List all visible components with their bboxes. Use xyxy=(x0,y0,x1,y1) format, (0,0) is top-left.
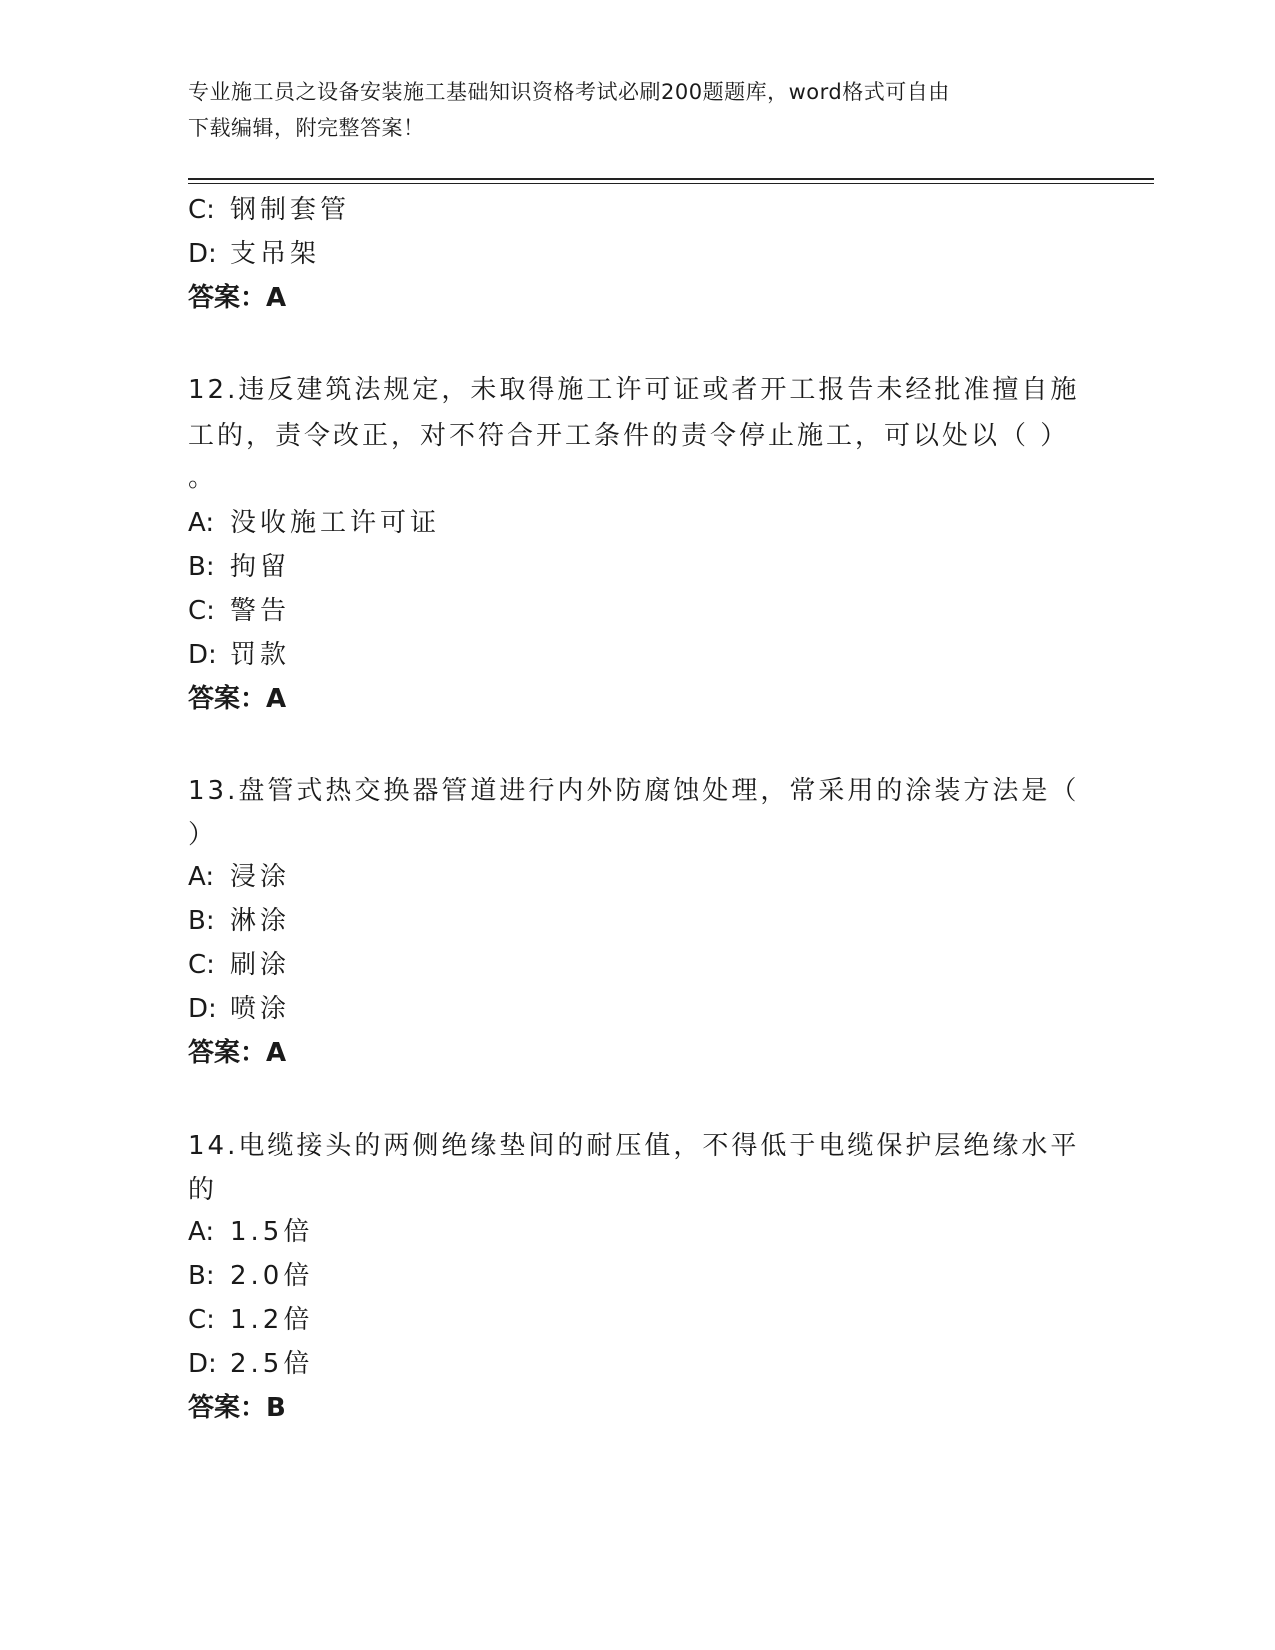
question-14-stem-line-1: 14.电缆接头的两侧绝缘垫间的耐压值，不得低于电缆保护层绝缘水平 xyxy=(188,1131,1080,1161)
question-14-stem-line-2: 的 xyxy=(188,1175,218,1205)
answer: 答案：A xyxy=(188,684,287,714)
option-b: B: 淋涂 xyxy=(188,906,291,936)
header-rule-thin xyxy=(188,183,1154,184)
option-c: C: 警告 xyxy=(188,596,291,626)
question-12-stem-line-1: 12.违反建筑法规定，未取得施工许可证或者开工报告未经批准擅自施 xyxy=(188,375,1080,405)
header-line-1: 专业施工员之设备安装施工基础知识资格考试必刷200题题库，word格式可自由 xyxy=(188,80,950,104)
question-13-stem-line-1: 13.盘管式热交换器管道进行内外防腐蚀处理，常采用的涂装方法是（ xyxy=(188,776,1080,806)
answer: 答案：A xyxy=(188,283,287,313)
option-b: B: 2.0倍 xyxy=(188,1261,314,1291)
option-c: C: 刷涂 xyxy=(188,950,291,980)
header-rule-thick xyxy=(188,178,1154,180)
option-a: A: 1.5倍 xyxy=(188,1217,314,1247)
answer: 答案：A xyxy=(188,1038,287,1068)
option-c: C: 1.2倍 xyxy=(188,1305,314,1335)
option-d: D: 2.5倍 xyxy=(188,1349,314,1379)
question-13-stem-line-2: ） xyxy=(188,820,218,850)
option-d: D: 喷涂 xyxy=(188,994,291,1024)
option-b: B: 拘留 xyxy=(188,552,291,582)
header-line-2: 下载编辑，附完整答案！ xyxy=(188,116,425,140)
question-12-stem-line-3: 。 xyxy=(188,463,218,493)
question-12-stem-line-2: 工的，责令改正，对不符合开工条件的责令停止施工，可以处以（ ） xyxy=(188,421,1070,451)
option-a: A: 浸涂 xyxy=(188,862,291,892)
option-d: D: 罚款 xyxy=(188,640,291,670)
answer: 答案：B xyxy=(188,1393,286,1423)
option-c: C: 钢制套管 xyxy=(188,195,351,225)
option-d: D: 支吊架 xyxy=(188,239,321,269)
option-a: A: 没收施工许可证 xyxy=(188,508,441,538)
document-header xyxy=(188,74,1068,146)
